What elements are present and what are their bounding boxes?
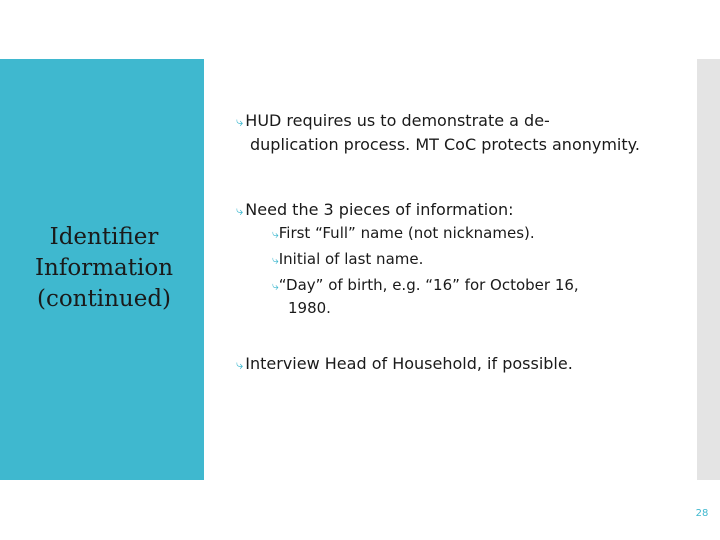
arrow-bullet-icon: ⤷ xyxy=(272,253,279,267)
sub-bullet-first-name xyxy=(272,222,672,245)
bullet-interview xyxy=(236,353,676,377)
slide-title xyxy=(18,222,190,315)
bullet-pieces xyxy=(236,199,676,223)
arrow-bullet-icon: ⤷ xyxy=(272,279,279,293)
bullet-text-continued: duplication process. MT CoC protects anonymity. xyxy=(250,135,640,154)
title-line: Identifier xyxy=(49,224,159,250)
sub-bullet-last-initial xyxy=(272,248,672,271)
bullet-text: Need the 3 pieces of information: xyxy=(245,200,514,219)
page-number: 28 xyxy=(695,508,709,519)
arrow-bullet-icon: ⤷ xyxy=(236,358,244,373)
title-line: (continued) xyxy=(36,286,172,312)
title-line: Information xyxy=(34,255,174,281)
arrow-bullet-icon: ⤷ xyxy=(272,227,279,241)
sub-bullet-text-continued: 1980. xyxy=(288,299,331,317)
sub-bullet-text: Initial of last name. xyxy=(278,250,424,268)
bullet-text: HUD requires us to demonstrate a de- xyxy=(245,111,550,130)
sub-bullet-day-of-birth xyxy=(272,274,632,319)
side-strip xyxy=(697,59,720,480)
bullet-hud xyxy=(236,110,676,156)
arrow-bullet-icon: ⤷ xyxy=(236,115,244,130)
bullet-text: Interview Head of Household, if possible. xyxy=(245,354,573,373)
sub-bullet-text: First “Full” name (not nicknames). xyxy=(278,224,535,242)
sub-bullet-text: “Day” of birth, e.g. “16” for October 16, xyxy=(278,276,579,294)
arrow-bullet-icon: ⤷ xyxy=(236,204,244,219)
